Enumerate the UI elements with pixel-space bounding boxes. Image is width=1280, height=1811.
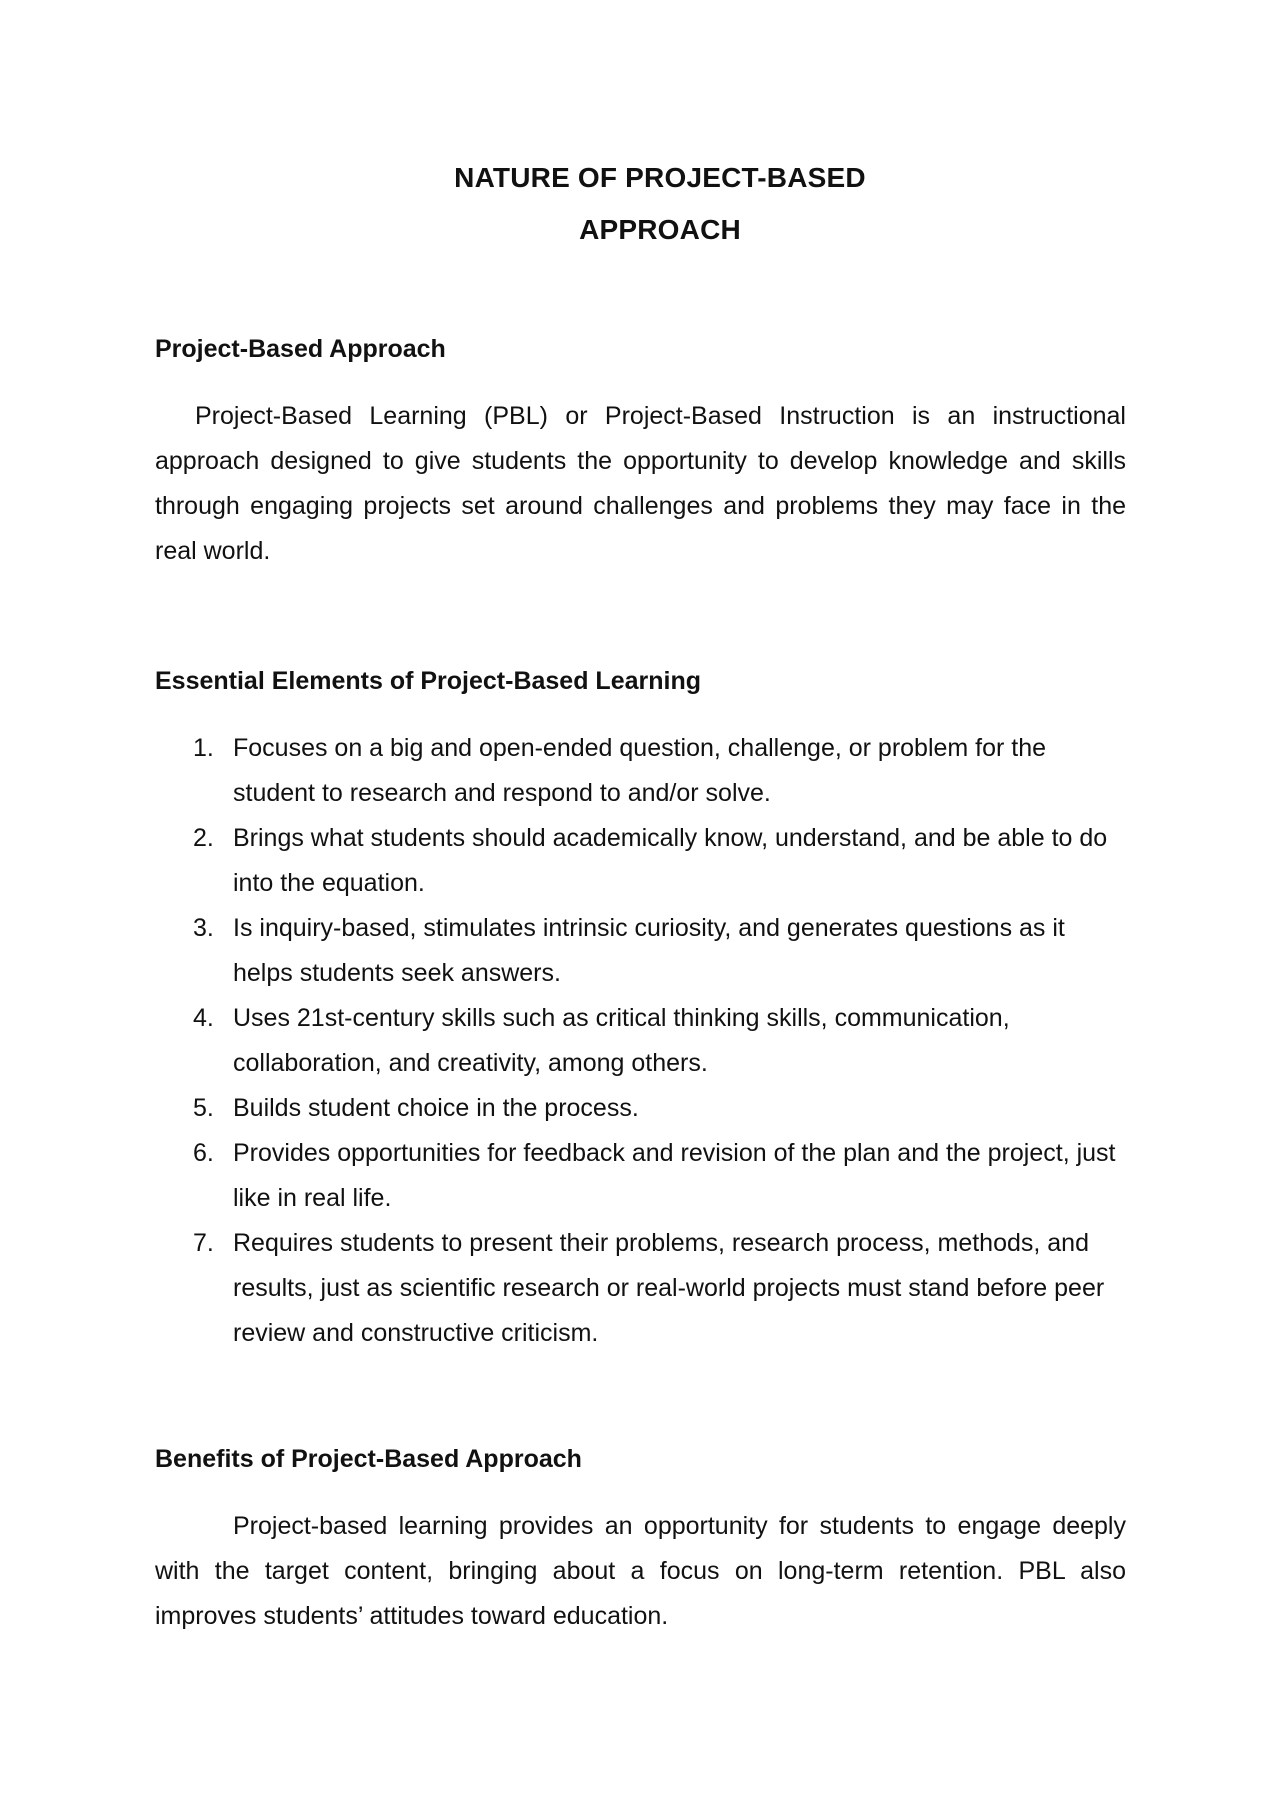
list-item-number: 7. bbox=[193, 1229, 214, 1257]
section-heading: Project-Based Approach bbox=[155, 335, 446, 363]
list-item bbox=[155, 1221, 1126, 1356]
list-item-text: Focuses on a big and open-ended question, challenge, or problem for the student to research and respond to and/or solve. bbox=[233, 734, 1047, 807]
section-heading: Benefits of Project-Based Approach bbox=[155, 1445, 582, 1473]
page-title bbox=[0, 152, 1280, 256]
list-item-text: Provides opportunities for feedback and revision of the plan and the project, just like in real life. bbox=[233, 1139, 1116, 1212]
essential-elements-list bbox=[155, 726, 1126, 1356]
list-item bbox=[155, 1086, 1126, 1131]
list-item-text: Is inquiry-based, stimulates intrinsic curiosity, and generates questions as it helps students seek answers. bbox=[233, 914, 1065, 987]
section-paragraph: Project-Based Learning (PBL) or Project-Based Instruction is an instructional approach designed to give students the opportunity to develop knowledge and skills through engaging projects set around challenges and problems they may face in the real world. bbox=[155, 402, 1126, 565]
list-item-number: 1. bbox=[193, 734, 214, 762]
list-item bbox=[155, 816, 1126, 906]
list-item-text: Builds student choice in the process. bbox=[233, 1094, 639, 1122]
page-title-line-2: APPROACH bbox=[579, 214, 741, 245]
section-benefits bbox=[155, 1444, 1126, 1639]
list-item bbox=[155, 1131, 1126, 1221]
list-item-number: 3. bbox=[193, 914, 214, 942]
list-item bbox=[155, 726, 1126, 816]
list-item-number: 6. bbox=[193, 1139, 214, 1167]
list-item bbox=[155, 906, 1126, 996]
section-paragraph: Project-based learning provides an opportunity for students to engage deeply with the target content, bringing about a focus on long-term retention. PBL also improves students’ attitudes toward education. bbox=[155, 1512, 1126, 1630]
page-title-line-1: NATURE OF PROJECT-BASED bbox=[454, 162, 866, 193]
list-item-text: Uses 21st-century skills such as critical thinking skills, communication, collaboration, and creativity, among others. bbox=[233, 1004, 1010, 1077]
list-item-number: 5. bbox=[193, 1094, 214, 1122]
list-item-number: 4. bbox=[193, 1004, 214, 1032]
section-heading: Essential Elements of Project-Based Learning bbox=[155, 667, 701, 695]
list-item bbox=[155, 996, 1126, 1086]
section-essential-elements bbox=[155, 666, 1126, 1356]
list-item-text: Brings what students should academically know, understand, and be able to do into the equation. bbox=[233, 824, 1108, 897]
list-item-number: 2. bbox=[193, 824, 214, 852]
list-item-text: Requires students to present their problems, research process, methods, and results, just as scientific research or real-world projects must stand before peer review and constructive criticism. bbox=[233, 1229, 1105, 1347]
section-project-based-approach bbox=[155, 334, 1126, 574]
